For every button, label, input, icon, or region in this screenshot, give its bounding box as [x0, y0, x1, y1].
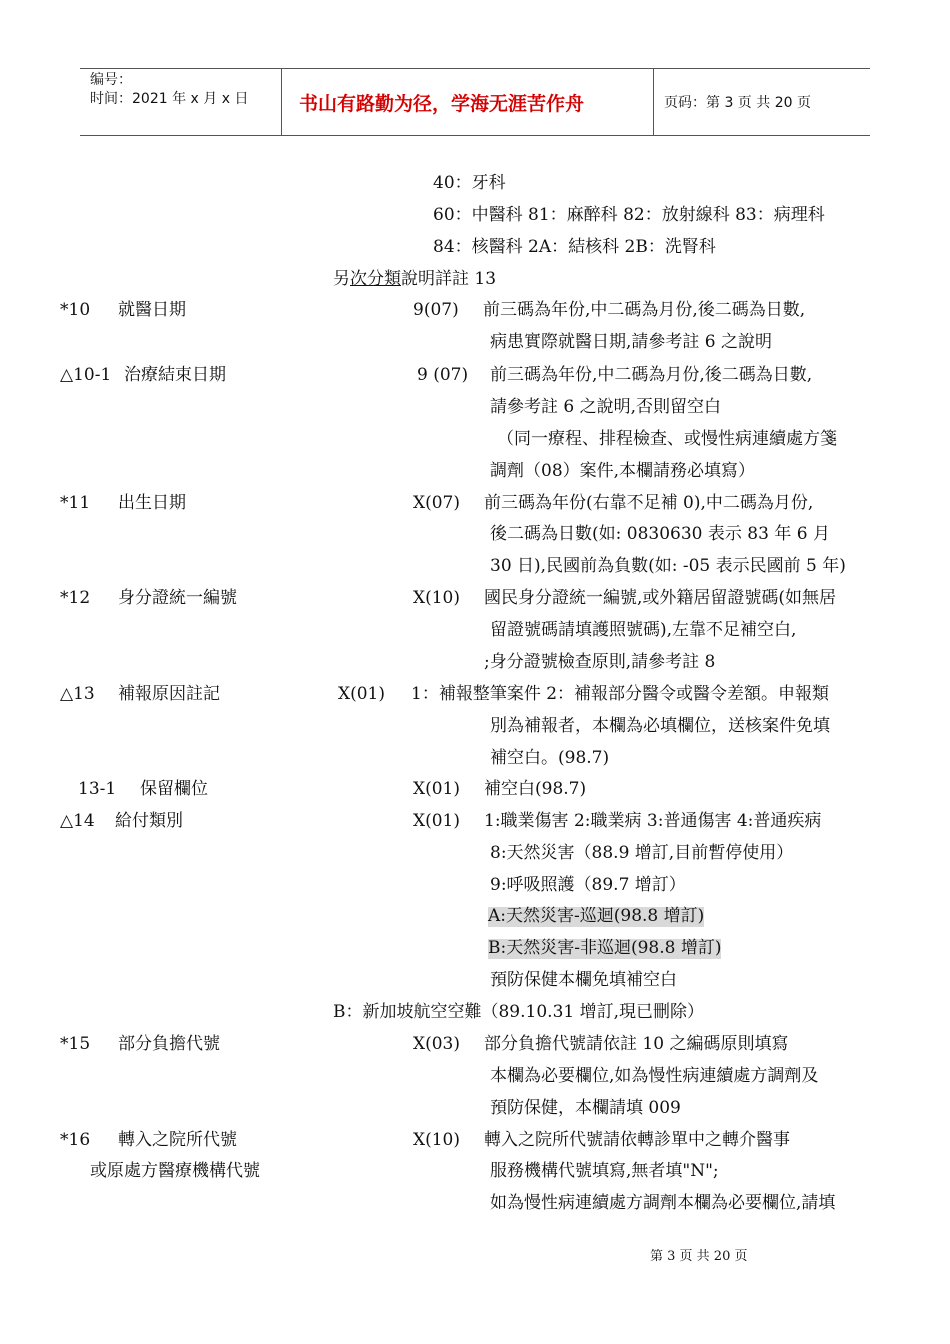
header-bottom-rule	[80, 135, 870, 136]
item-13-1-mark: 13-1	[78, 779, 117, 799]
item-13-1-desc-1: 補空白(98.7)	[484, 779, 587, 799]
item-11-format: X(07)	[413, 493, 460, 513]
item-13-mark: △13	[60, 684, 95, 704]
item-12-desc-3: ;身分證號檢查原則,請參考註 8	[484, 652, 716, 672]
item-14-extra-line: B：新加坡航空空難（89.10.31 增訂,現已刪除）	[333, 1002, 705, 1022]
header-divider-left	[281, 68, 282, 136]
note-suffix: 說明詳註 13	[401, 269, 497, 289]
item-10-mark: *10	[60, 300, 91, 320]
item-10-desc-1: 前三碼為年份,中二碼為月份,後二碼為日數,	[483, 300, 806, 320]
note-subclass-link: 次分類	[350, 269, 401, 289]
item-13-format: X(01)	[338, 684, 385, 704]
item-13-1-format: X(01)	[413, 779, 460, 799]
item-16-desc-2: 服務機構代號填寫,無者填"N";	[490, 1161, 719, 1181]
header-divider-right	[653, 68, 654, 136]
item-15-format: X(03)	[413, 1034, 460, 1054]
item-12-mark: *12	[60, 588, 91, 608]
item-14-desc-1: 1:職業傷害 2:職業病 3:普通傷害 4:普通疾病	[484, 811, 822, 831]
item-10-1-desc-3: （同一療程、排程檢查、或慢性病連續處方箋	[497, 429, 837, 449]
item-16-desc-3: 如為慢性病連續處方調劑本欄為必要欄位,請填	[490, 1193, 836, 1213]
item-10-1-desc-4: 調劑（08）案件,本欄請務必填寫）	[490, 461, 756, 481]
dept-line-3: 84：核醫科 2A：結核科 2B：洗腎科	[433, 237, 716, 257]
item-10-desc-2: 病患實際就醫日期,請參考註 6 之說明	[490, 332, 773, 352]
page-footer: 第 3 页 共 20 页	[650, 1249, 748, 1264]
dept-line-1: 40：牙科	[433, 173, 506, 193]
item-12-desc-1: 國民身分證統一編號,或外籍居留證號碼(如無居	[484, 588, 837, 608]
item-13-desc-1: 1：補報整筆案件 2：補報部分醫令或醫令差額。申報類	[411, 684, 830, 704]
item-14-desc-2: 8:天然災害（88.9 增訂,目前暫停使用）	[490, 843, 794, 863]
note-13-line	[333, 270, 496, 290]
dept-line-2: 60：中醫科 81：麻醉科 82：放射線科 83：病理科	[433, 205, 825, 225]
note-prefix: 另	[333, 269, 350, 289]
item-12-format: X(10)	[413, 588, 460, 608]
item-15-desc-3: 預防保健，本欄請填 009	[490, 1098, 681, 1118]
item-15-mark: *15	[60, 1034, 91, 1054]
item-14-mark: △14	[60, 811, 95, 831]
item-12-name: 身分證統一編號	[118, 588, 237, 608]
item-14-format: X(01)	[413, 811, 460, 831]
item-13-desc-2: 別為補報者，本欄為必填欄位，送核案件免填	[490, 716, 830, 736]
header-number-label: 编号：	[90, 72, 132, 88]
item-10-name: 就醫日期	[118, 300, 186, 320]
header-motto: 书山有路勤为径，学海无涯苦作舟	[299, 93, 585, 115]
item-15-name: 部分負擔代號	[118, 1034, 220, 1054]
item-15-desc-2: 本欄為必要欄位,如為慢性病連續處方調劑及	[490, 1066, 819, 1086]
item-16-name-line-2: 或原處方醫療機構代號	[90, 1161, 260, 1181]
item-16-format: X(10)	[413, 1130, 460, 1150]
item-16-desc-1: 轉入之院所代號請依轉診單中之轉介醫事	[484, 1130, 790, 1150]
item-10-1-name: 治療結束日期	[124, 365, 226, 385]
item-11-mark: *11	[60, 493, 91, 513]
item-16-name: 轉入之院所代號	[118, 1130, 237, 1150]
header-page-label: 页码：第 3 页 共 20 页	[664, 95, 811, 111]
item-10-1-mark: △10-1	[60, 365, 112, 385]
item-10-format: 9(07)	[413, 300, 459, 320]
item-13-desc-3: 補空白。(98.7)	[490, 748, 610, 768]
item-14-desc-3: 9:呼吸照護（89.7 增訂）	[490, 875, 686, 895]
item-14-desc-4-highlighted: A:天然災害-巡迴(98.8 增訂)	[488, 906, 705, 926]
item-13-name: 補報原因註記	[118, 684, 220, 704]
header-date-label: 时间：2021 年 x 月 x 日	[90, 91, 249, 107]
item-10-1-desc-2: 請參考註 6 之說明,否則留空白	[490, 397, 722, 417]
item-12-desc-2: 留證號碼請填護照號碼),左靠不足補空白,	[490, 620, 797, 640]
item-13-1-name: 保留欄位	[140, 779, 208, 799]
item-14-name: 給付類別	[115, 811, 183, 831]
item-10-1-format: 9 (07)	[417, 365, 469, 385]
item-11-desc-1: 前三碼為年份(右靠不足補 0),中二碼為月份,	[484, 493, 814, 513]
item-11-name: 出生日期	[118, 493, 186, 513]
item-11-desc-2: 後二碼為日數(如: 0830630 表示 83 年 6 月	[490, 524, 830, 544]
item-14-desc-6: 預防保健本欄免填補空白	[490, 970, 677, 990]
item-10-1-desc-1: 前三碼為年份,中二碼為月份,後二碼為日數,	[490, 365, 813, 385]
item-14-desc-5-highlighted: B:天然災害-非巡迴(98.8 增訂)	[488, 938, 722, 958]
item-16-mark: *16	[60, 1130, 91, 1150]
item-15-desc-1: 部分負擔代號請依註 10 之編碼原則填寫	[484, 1034, 789, 1054]
header-top-rule	[80, 68, 870, 69]
item-11-desc-3: 30 日),民國前為負數(如: -05 表示民國前 5 年)	[490, 556, 846, 576]
